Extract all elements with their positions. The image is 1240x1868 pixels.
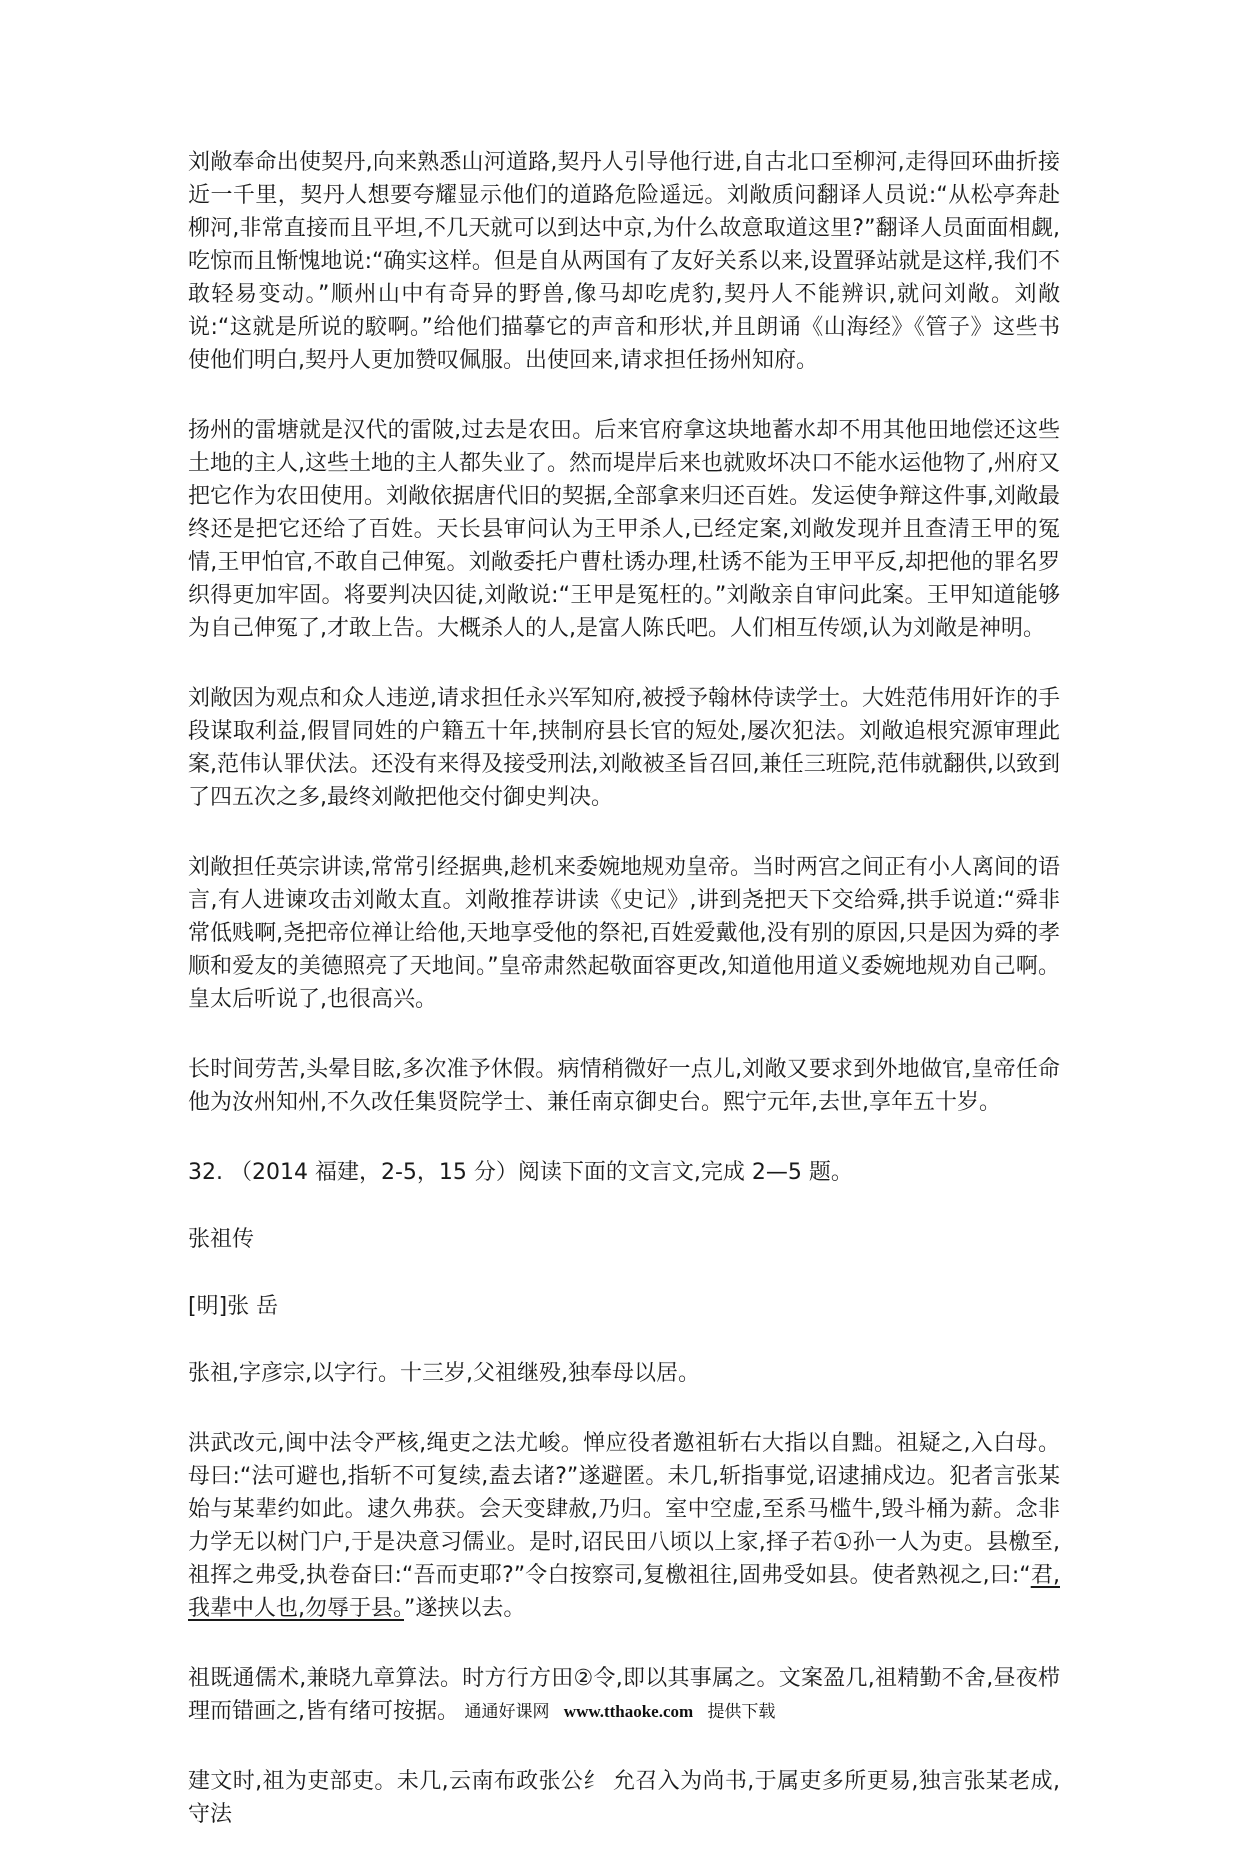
classical-paragraph-2-tail: ”遂挟以去。 — [404, 1596, 526, 1621]
document-body — [188, 146, 1060, 1868]
translation-paragraph-4: 刘敞担任英宗讲读,常常引经据典,趁机来委婉地规劝皇帝。当时两宫之间正有小人离间的语言,有人进谏攻击刘敞太直。刘敞推荐讲读《史记》,讲到尧把天下交给舜,拱手说道:“舜非常低贱啊,尧把帝位禅让给他,天地享受他的祭祀,百姓爱戴他,没有别的原因,只是因为舜的孝顺和爱友的美德照亮了天地间。”皇帝肃然起敬面容更改,知道他用道义委婉地规劝自己啊。皇太后听说了,也很高兴。 — [188, 855, 1060, 1012]
translation-paragraph-3: 刘敞因为观点和众人违逆,请求担任永兴军知府,被授予翰林侍读学士。大姓范伟用奸诈的手段谋取利益,假冒同姓的户籍五十年,挟制府县长官的短处,屡次犯法。刘敞追根究源审理此案,范伟认罪伏法。还没有来得及接受刑法,刘敞被圣旨召回,兼任三班院,范伟就翻供,以致到了四五次之多,最终刘敞把他交付御史判决。 — [188, 686, 1060, 810]
classical-paragraph-4: 建文时,祖为吏部吏。未几,云南布政张公纟 允召入为尚书,于属吏多所更易,独言张某老成,守法 — [188, 1769, 1060, 1827]
footer-site-name: 通通好课网 — [464, 1702, 550, 1721]
translation-paragraph-2: 扬州的雷塘就是汉代的雷陂,过去是农田。后来官府拿这块地蓄水却不用其他田地偿还这些土地的主人,这些土地的主人都失业了。然而堤岸后来也就败坏决口不能水运他物了,州府又把它作为农田使用。刘敞依据唐代旧的契据,全部拿来归还百姓。发运使争辩这件事,刘敞最终还是把它还给了百姓。天长县审问认为王甲杀人,已经定案,刘敞发现并且查清王甲的冤情,王甲怕官,不敢自己伸冤。刘敞委托户曹杜诱办理,杜诱不能为王甲平反,却把他的罪名罗织得更加牢固。将要判决囚徒,刘敞说:“王甲是冤枉的。”刘敞亲自审问此案。王甲知道能够为自己伸冤了,才敢上告。大概杀人的人,是富人陈氏吧。人们相互传颂,认为刘敞是神明。 — [188, 418, 1060, 641]
underlined-sentence: 君,我辈中人也,勿辱于县。 — [188, 1563, 1060, 1621]
classical-paragraph-2 — [188, 1427, 1060, 1625]
page-footer — [0, 1697, 1240, 1722]
classical-paragraph-3: 祖既通儒术,兼晓九章算法。时方行方田②令,即以其事属之。文案盈几,祖精勤不舍,昼夜栉理而错画之,皆有绪可按据。 — [188, 1666, 1060, 1724]
classical-paragraph-2-main: 洪武改元,闽中法令严核,绳吏之法尤峻。惮应役者邀祖斩右大指以自黜。祖疑之,入白母。母曰:“法可避也,指斩不可复续,盍去诸?”遂避匿。未几,斩指事觉,诏逮捕戍边。犯者言张某始与某辈约如此。逮久弗获。会天变肆赦,乃归。室中空虚,至系马槛牛,毁斗桶为薪。念非力学无以树门户,于是决意习儒业。是时,诏民田八顷以上家,择子若①孙一人为吏。县檄至,祖挥之弗受,执卷奋曰:“吾而吏耶?”令白按察司,复檄祖往,固弗受如县。使者熟视之,曰:“ — [188, 1431, 1060, 1588]
article-title: 张祖传 — [188, 1227, 255, 1252]
translation-paragraph-5: 长时间劳苦,头晕目眩,多次准予休假。病情稍微好一点儿,刘敞又要求到外地做官,皇帝任命他为汝州知州,不久改任集贤院学士、兼任南京御史台。熙宁元年,去世,享年五十岁。 — [188, 1057, 1060, 1115]
footer-note: 提供下载 — [707, 1702, 776, 1721]
article-author: [明]张 岳 — [188, 1294, 279, 1319]
classical-paragraph-1: 张祖,字彦宗,以字行。十三岁,父祖继殁,独奉母以居。 — [188, 1361, 700, 1386]
footer-url[interactable]: www.tthaoke.com — [563, 1702, 694, 1721]
question-heading: 32. （2014 福建，2-5，15 分）阅读下面的文言文,完成 2—5 题。 — [188, 1160, 853, 1185]
translation-paragraph-1: 刘敞奉命出使契丹,向来熟悉山河道路,契丹人引导他行进,自古北口至柳河,走得回环曲折接近一千里，契丹人想要夸耀显示他们的道路危险遥远。刘敞质问翻译人员说:“从松亭奔赴柳河,非常直接而且平坦,不几天就可以到达中京,为什么故意取道这里?”翻译人员面面相觑,吃惊而且惭愧地说:“确实这样。但是自从两国有了友好关系以来,设置驿站就是这样,我们不敢轻易变动。”顺州山中有奇异的野兽,像马却吃虎豹,契丹人不能辨识,就问刘敞。刘敞说:“这就是所说的駮啊。”给他们描摹它的声音和形状,并且朗诵《山海经》《管子》这些书使他们明白,契丹人更加赞叹佩服。出使回来,请求担任扬州知府。 — [188, 150, 1060, 373]
